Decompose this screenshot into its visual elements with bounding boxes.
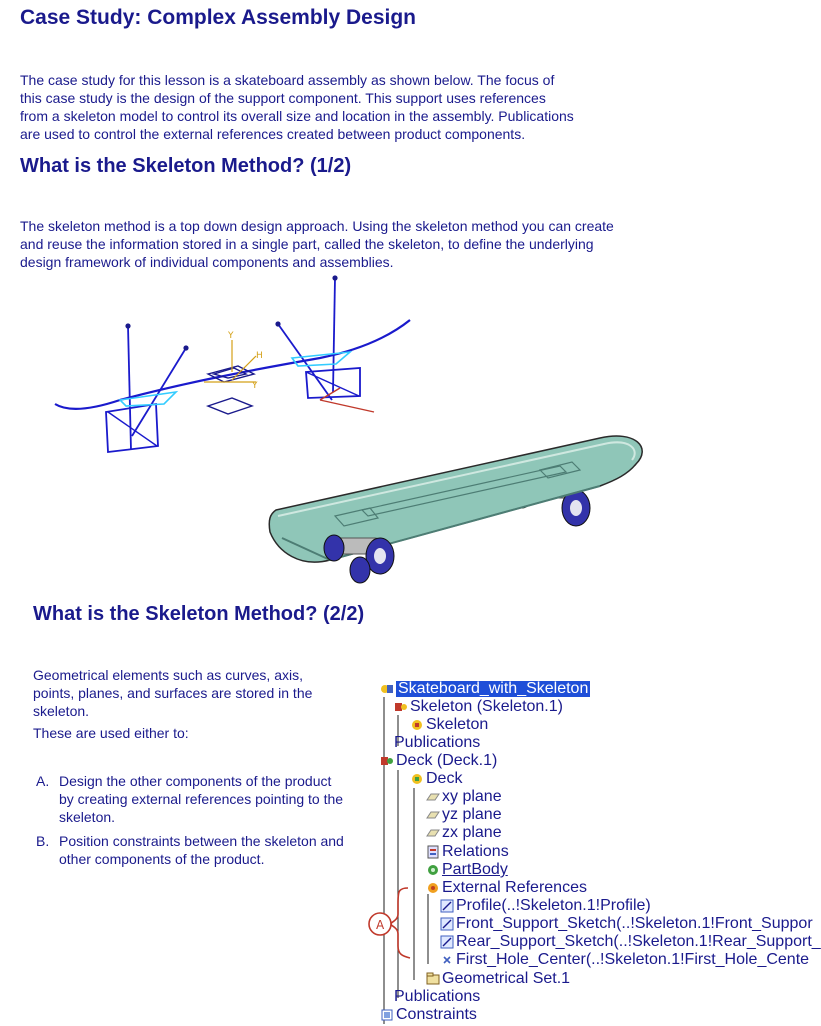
part-icon	[394, 700, 408, 714]
sketch-icon	[440, 935, 454, 949]
tree-node-deck-instance[interactable]	[380, 753, 497, 769]
section2-line: These are used either to:	[33, 725, 189, 741]
tree-node-label: Publications	[394, 734, 481, 751]
intro-line: this case study is the design of the support component. This support uses references	[20, 90, 546, 106]
tree-node-yz-plane[interactable]	[426, 807, 502, 823]
section1-line: The skeleton method is a top down design approach. Using the skeleton method you can create	[20, 218, 614, 234]
part-icon	[380, 754, 394, 768]
tree-node-deck[interactable]	[410, 771, 462, 787]
plane-icon	[426, 826, 440, 840]
tree-node-root[interactable]	[380, 681, 590, 697]
intro-line: from a skeleton model to control its overall size and location in the assembly. Publications	[20, 108, 574, 124]
tree-node-label: Profile(..!Skeleton.1!Profile)	[456, 897, 651, 914]
external-references-icon	[426, 881, 440, 895]
constraints-icon	[380, 1008, 394, 1022]
sketch-label-h: H	[256, 351, 263, 361]
tree-node-label: Geometrical Set.1	[442, 970, 571, 987]
list-text: Position constraints between the skeleton and other components of the product.	[59, 833, 344, 867]
tree-node-label: yz plane	[442, 806, 502, 823]
tree-node-label: Deck	[426, 770, 463, 787]
tree-node-zx-plane[interactable]	[426, 825, 502, 841]
tree-node-label: Constraints	[396, 1006, 477, 1023]
list-letter: A.	[36, 773, 50, 789]
tree-node-xy-plane[interactable]	[426, 789, 502, 805]
geometrical-set-icon	[426, 972, 440, 986]
tree-node-geometrical-set[interactable]	[426, 971, 570, 987]
tree-node-skeleton[interactable]	[410, 717, 488, 733]
tree-node-label: zx plane	[442, 824, 502, 841]
tree-node-constraints[interactable]	[380, 1007, 477, 1023]
tree-node-label: Front_Support_Sketch(..!Skeleton.1!Front_Suppor	[456, 915, 813, 932]
tree-node-relations[interactable]	[426, 844, 509, 860]
tree-node-external-references[interactable]	[426, 880, 587, 896]
tree-node-publications-root[interactable]	[394, 989, 480, 1005]
sketch-icon	[440, 917, 454, 931]
section1-line: design framework of individual components and assemblies.	[20, 254, 394, 270]
section2-heading: What is the Skeleton Method? (2/2)	[33, 603, 365, 625]
section2-line: skeleton.	[33, 703, 90, 719]
tree-node-label: PartBody	[442, 861, 508, 878]
section1-heading: What is the Skeleton Method? (1/2)	[20, 155, 352, 177]
section1-line: and reuse the information stored in a single part, called the skeleton, to define the underlying	[20, 236, 594, 252]
external-references-bracket	[390, 888, 410, 958]
relations-icon	[426, 845, 440, 859]
tree-node-label: Deck (Deck.1)	[396, 752, 498, 769]
list-text: Design the other components of the product by creating external references pointing to the skeleton.	[59, 773, 344, 825]
intro-line: The case study for this lesson is a skateboard assembly as shown below. The focus of	[20, 72, 555, 88]
plane-icon	[426, 808, 440, 822]
tree-node-label: Skeleton (Skeleton.1)	[410, 698, 563, 715]
intro-line: are used to control the external references created between product components.	[20, 126, 526, 142]
section2-line: Geometrical elements such as curves, axis,	[33, 667, 303, 683]
tree-node-front-support-sketch[interactable]	[440, 916, 813, 932]
product-icon	[380, 682, 394, 696]
sketch-label-y2: Y	[252, 381, 258, 391]
tree-node-label: Publications	[394, 988, 481, 1005]
section2-line: points, planes, and surfaces are stored in the	[33, 685, 313, 701]
callout-a: A	[376, 918, 385, 932]
tree-node-label: xy plane	[442, 788, 502, 805]
tree-node-profile[interactable]	[440, 898, 651, 914]
tree-node-skeleton-instance[interactable]	[394, 699, 563, 715]
part-icon	[410, 718, 424, 732]
tree-node-label: Relations	[442, 843, 509, 860]
tree-node-rear-support-sketch[interactable]	[440, 934, 821, 950]
tree-node-publications[interactable]	[394, 735, 480, 751]
part-icon	[410, 772, 424, 786]
tree-node-partbody[interactable]	[426, 862, 508, 878]
point-icon	[440, 953, 454, 967]
tree-node-first-hole-center[interactable]	[440, 952, 809, 968]
tree-node-label: Skateboard_with_Skeleton	[398, 680, 589, 697]
tree-node-label: External References	[442, 879, 587, 896]
body-icon	[426, 863, 440, 877]
tree-node-label: Skeleton	[426, 716, 489, 733]
list-letter: B.	[36, 833, 50, 849]
tree-node-label: First_Hole_Center(..!Skeleton.1!First_Hole_Cente	[456, 951, 810, 968]
page-title: Case Study: Complex Assembly Design	[20, 6, 417, 29]
sketch-label-y: Y	[228, 331, 234, 341]
tree-node-label: Rear_Support_Sketch(..!Skeleton.1!Rear_Support_	[456, 933, 821, 950]
sketch-icon	[440, 899, 454, 913]
plane-icon	[426, 790, 440, 804]
